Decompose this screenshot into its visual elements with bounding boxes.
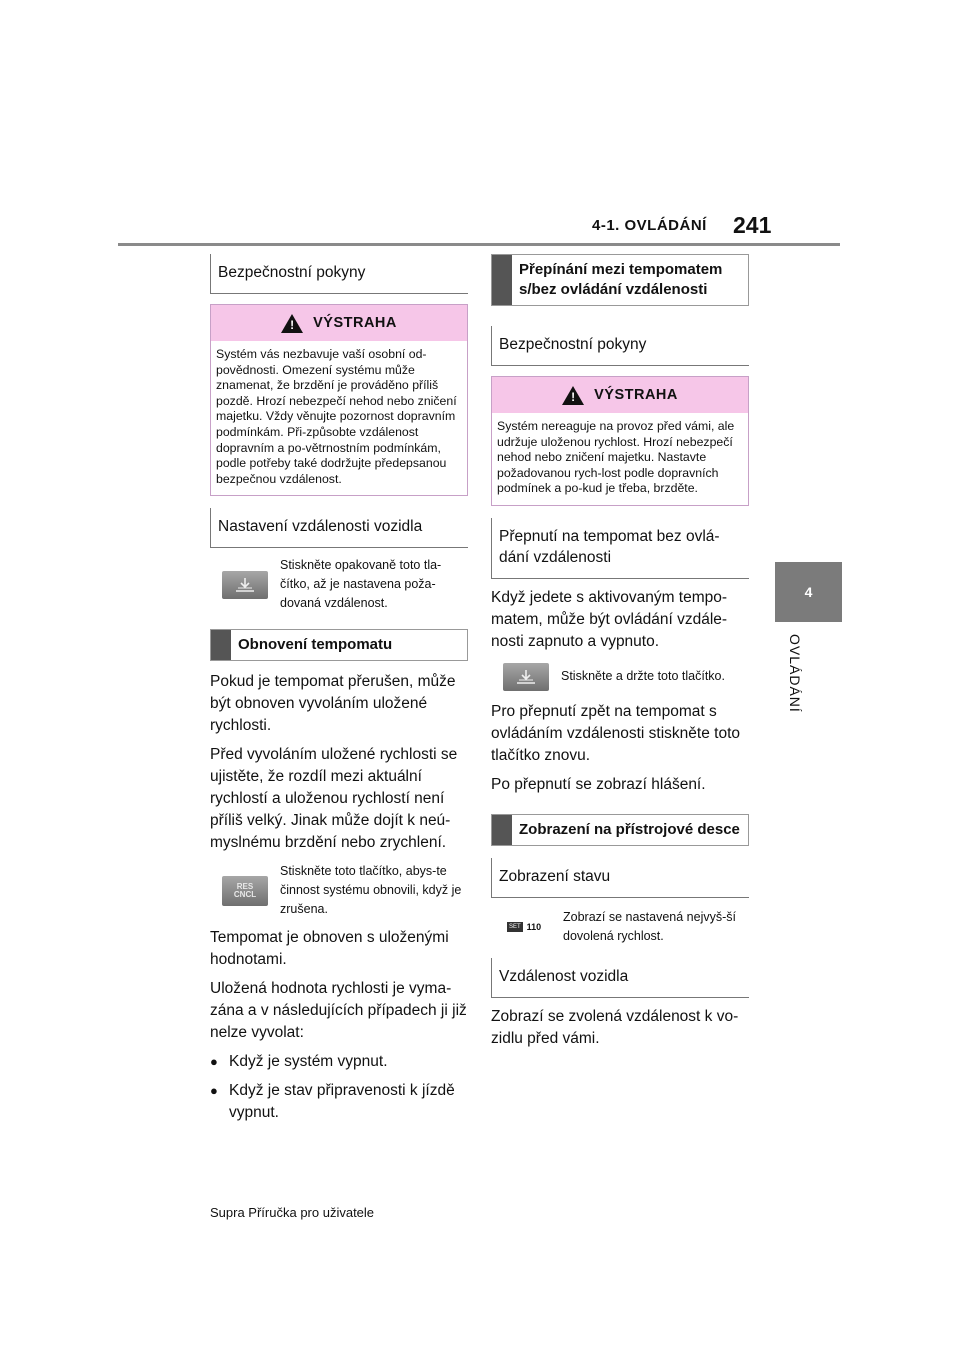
res-button-desc: Stiskněte toto tlačítko, abys-te činnost systému obnovili, když je zrušena. [280,864,462,917]
warning-header [211,305,467,341]
left-column [210,254,468,1131]
page-number: 241 [733,212,772,238]
warning-text: Systém nereaguje na provoz před vámi, ale udržuje uloženou rychlost. Hrozí nebezpečí nehod nebo zničení majetku. Nastavte požadovanou rych-lost podle dopravních podmínek a po-kud je třeba, brzděte. [497,419,735,496]
warning-triangle-icon: ! [562,386,584,405]
paragraph: Po přepnutí se zobrazí hlášení. [491,775,706,793]
paragraph: Pro přepnutí zpět na tempomat s ovládáním vzdálenosti stiskněte toto tlačítko znovu. [491,702,740,764]
resume-heading: Obnovení tempomatu [210,629,468,661]
distance-button-row [222,556,468,613]
set-speed-icon: SET 110 [509,921,542,932]
warning-triangle-icon: ! [281,314,303,333]
res-button-row [222,862,468,919]
switch-sub-heading: Přepnutí na tempomat bez ovlá-dání vzdálenosti [491,518,749,579]
distance-button-row [503,663,749,691]
set-speed-desc: Zobrazí se nastavená nejvyš-ší dovolená rychlost. [563,909,736,943]
header-divider [118,243,840,246]
paragraph: Uložená hodnota rychlosti je vyma-zána a v následujících případech ji již nelze vyvolat: [210,980,467,1042]
distance-icon [515,669,537,685]
set-speed-row [507,908,749,946]
footer-text: Supra Příručka pro uživatele [210,1205,375,1220]
vehicle-distance-text [491,1006,749,1050]
chapter-tab: 4 [775,562,842,622]
status-heading: Zobrazení stavu [491,858,749,898]
warning-header [492,377,748,413]
chapter-label: OVLÁDÁNÍ [787,634,803,713]
distance-heading: Nastavení vzdálenosti vozidla [210,508,468,548]
paragraph: Pokud je tempomat přerušen, může být obnoven vyvoláním uložené rychlosti. [210,673,456,735]
warning-title: VÝSTRAHA [594,387,678,403]
warning-box [210,304,468,496]
paragraph: Tempomat je obnoven s uloženými hodnotami. [210,929,449,969]
safety-heading: Bezpečnostní pokyny [210,254,468,294]
vehicle-distance-heading: Vzdálenost vozidla [491,958,749,998]
button-desc: Stiskněte a držte toto tlačítko. [561,669,725,684]
warning-text: Systém vás nezbavuje vaší osobní od-povědnosti. Omezení systému může znamenat, že brzdění je prováděno příliš pozdě. Hrozí nebezpečí nehod nebo zničení majetku. Vždy věnujte pozornost dopravním podmínkám. Při-způsobte vzdálenost dopravním a po-větrnostním podmínkám, podle potřeby také dodržujte předepsanou bezpečnou vzdálenost. [216,347,457,486]
right-column [491,254,749,1057]
safety-heading: Bezpečnostní pokyny [491,326,749,366]
resume-text [210,671,468,854]
distance-button[interactable] [222,571,268,599]
res-cncl-button[interactable] [222,876,268,906]
bullet-item: ● Když je stav připravenosti k jízdě vypnut. [210,1080,468,1124]
distance-button[interactable] [503,663,549,691]
display-heading: Zobrazení na přístrojové desce [491,814,749,846]
res-cncl-label: RES CNCL [233,881,257,899]
paragraph: Před vyvoláním uložené rychlosti se ujistěte, že rozdíl mezi aktuální rychlostí a uloženou rychlostí není příliš velký. Jinak může dojít k neú-myslnému brzdění nebo zrychlení. [210,746,458,852]
distance-button-desc: Stiskněte opakovaně toto tla-čítko, až je nastavena poža-dovaná vzdálenost. [280,558,442,611]
warning-box [491,376,749,506]
warning-title: VÝSTRAHA [313,315,397,331]
bullet-item: ● Když je systém vypnut. [210,1051,468,1073]
switch-text-2 [491,701,749,796]
distance-icon [234,577,256,593]
resume-text-2 [210,927,468,1124]
switch-heading: Přepínání mezi tempomatem s/bez ovládání vzdálenosti [491,254,749,306]
section-title: 4-1. OVLÁDÁNÍ [592,217,707,234]
switch-text [491,587,749,653]
paragraph: Když jedete s aktivovaným tempo-matem, může být ovládání vzdále-nosti zapnuto a vypnuto. [491,588,728,650]
paragraph: Zobrazí se zvolená vzdálenost k vo-zidlu před vámi. [491,1007,739,1047]
